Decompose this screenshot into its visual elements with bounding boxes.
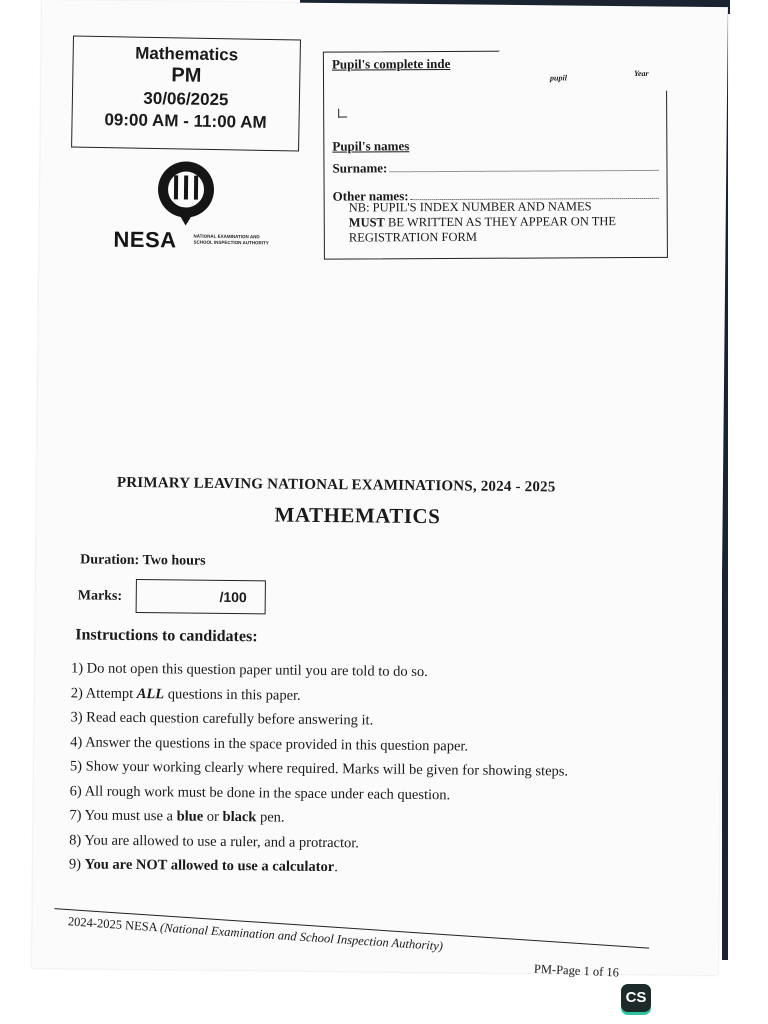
instructions-list [69, 660, 691, 887]
logo-subtext: NATIONAL EXAMINATION AND SCHOOL INSPECTION AUTHORITY [193, 233, 269, 245]
pupil-label: pupil [549, 73, 567, 83]
nesa-logo [113, 161, 274, 263]
instruction-9-emphasis: You are NOT allowed to use a calculator [84, 856, 335, 876]
page-number: PM-Page 1 of 16 [533, 961, 620, 980]
instruction-4: 4) Answer the questions in the space provided in this question paper. [70, 733, 469, 755]
surname-line[interactable] [389, 159, 658, 172]
year-label: Year [633, 68, 649, 79]
instruction-2-rest: questions in this paper. [164, 685, 301, 704]
instructions-heading: Instructions to candidates: [75, 626, 258, 646]
instruction-9 [69, 856, 689, 887]
instruction-1: 1) Do not open this question paper until you are told to do so. [70, 660, 428, 681]
instruction-7-blue: blue [176, 808, 204, 825]
pupil-names-heading: Pupil's names [332, 138, 410, 154]
note-rest: BE WRITTEN AS THEY APPEAR ON THE [384, 214, 617, 230]
instruction-2-text: 2) Attempt [70, 684, 137, 702]
instruction-2-emphasis: ALL [136, 685, 165, 702]
exam-date: 30/06/2025 [143, 88, 229, 110]
note-must: MUST [348, 215, 385, 230]
marks-label: Marks: [77, 588, 123, 604]
footer-authority: (National Examination and School Inspection Authority) [159, 920, 444, 954]
index-note [349, 199, 659, 246]
exam-session: PM [171, 64, 202, 87]
logo-wordmark: NESA [113, 226, 177, 253]
subject-title: MATHEMATICS [274, 502, 441, 529]
instruction-8: 8) You are allowed to use a ruler, and a protractor. [69, 831, 360, 851]
erased-area [492, 47, 682, 92]
instruction-7-black: black [222, 808, 257, 826]
exam-subject: Mathematics [135, 43, 239, 65]
note-line-3: REGISTRATION FORM [348, 229, 478, 245]
instruction-6: 6) All rough work must be done in the space under each question. [69, 782, 451, 803]
instruction-7-or: or [203, 808, 223, 825]
instruction-7-rest: pen. [256, 809, 285, 826]
exam-time: 09:00 AM - 11:00 AM [104, 110, 267, 132]
camscanner-badge: CS [621, 984, 651, 1012]
duration-label: Duration: Two hours [80, 552, 206, 569]
note-line-1: NB: PUPIL'S INDEX NUMBER AND NAMES [348, 199, 592, 215]
marks-box [136, 579, 266, 614]
surname-label: Surname: [332, 160, 388, 176]
instruction-9-number: 9) [68, 856, 85, 873]
index-field-mark [338, 109, 347, 118]
marks-value: /100 [219, 588, 247, 606]
instruction-7-text: 7) You must use a [69, 807, 177, 825]
footer-year: 2024-2025 NESA [67, 914, 161, 935]
index-number-heading: Pupil's complete inde [331, 55, 451, 72]
pen-nib-icon [158, 161, 215, 218]
instruction-5: 5) Show your working clearly where required. Marks will be given for showing steps. [69, 758, 569, 780]
instruction-3: 3) Read each question carefully before answering it. [70, 709, 374, 729]
pupil-details-box [323, 50, 668, 260]
exam-info-box [71, 36, 301, 152]
footer-organization [67, 914, 527, 959]
instruction-9-rest: . [334, 859, 338, 876]
exam-paper [32, 0, 728, 980]
note-line-2 [349, 214, 659, 231]
surname-field[interactable] [332, 159, 658, 177]
exam-title: PRIMARY LEAVING NATIONAL EXAMINATIONS, 2024 - 2025 [116, 474, 556, 496]
other-names-label: Other names: [332, 188, 409, 204]
